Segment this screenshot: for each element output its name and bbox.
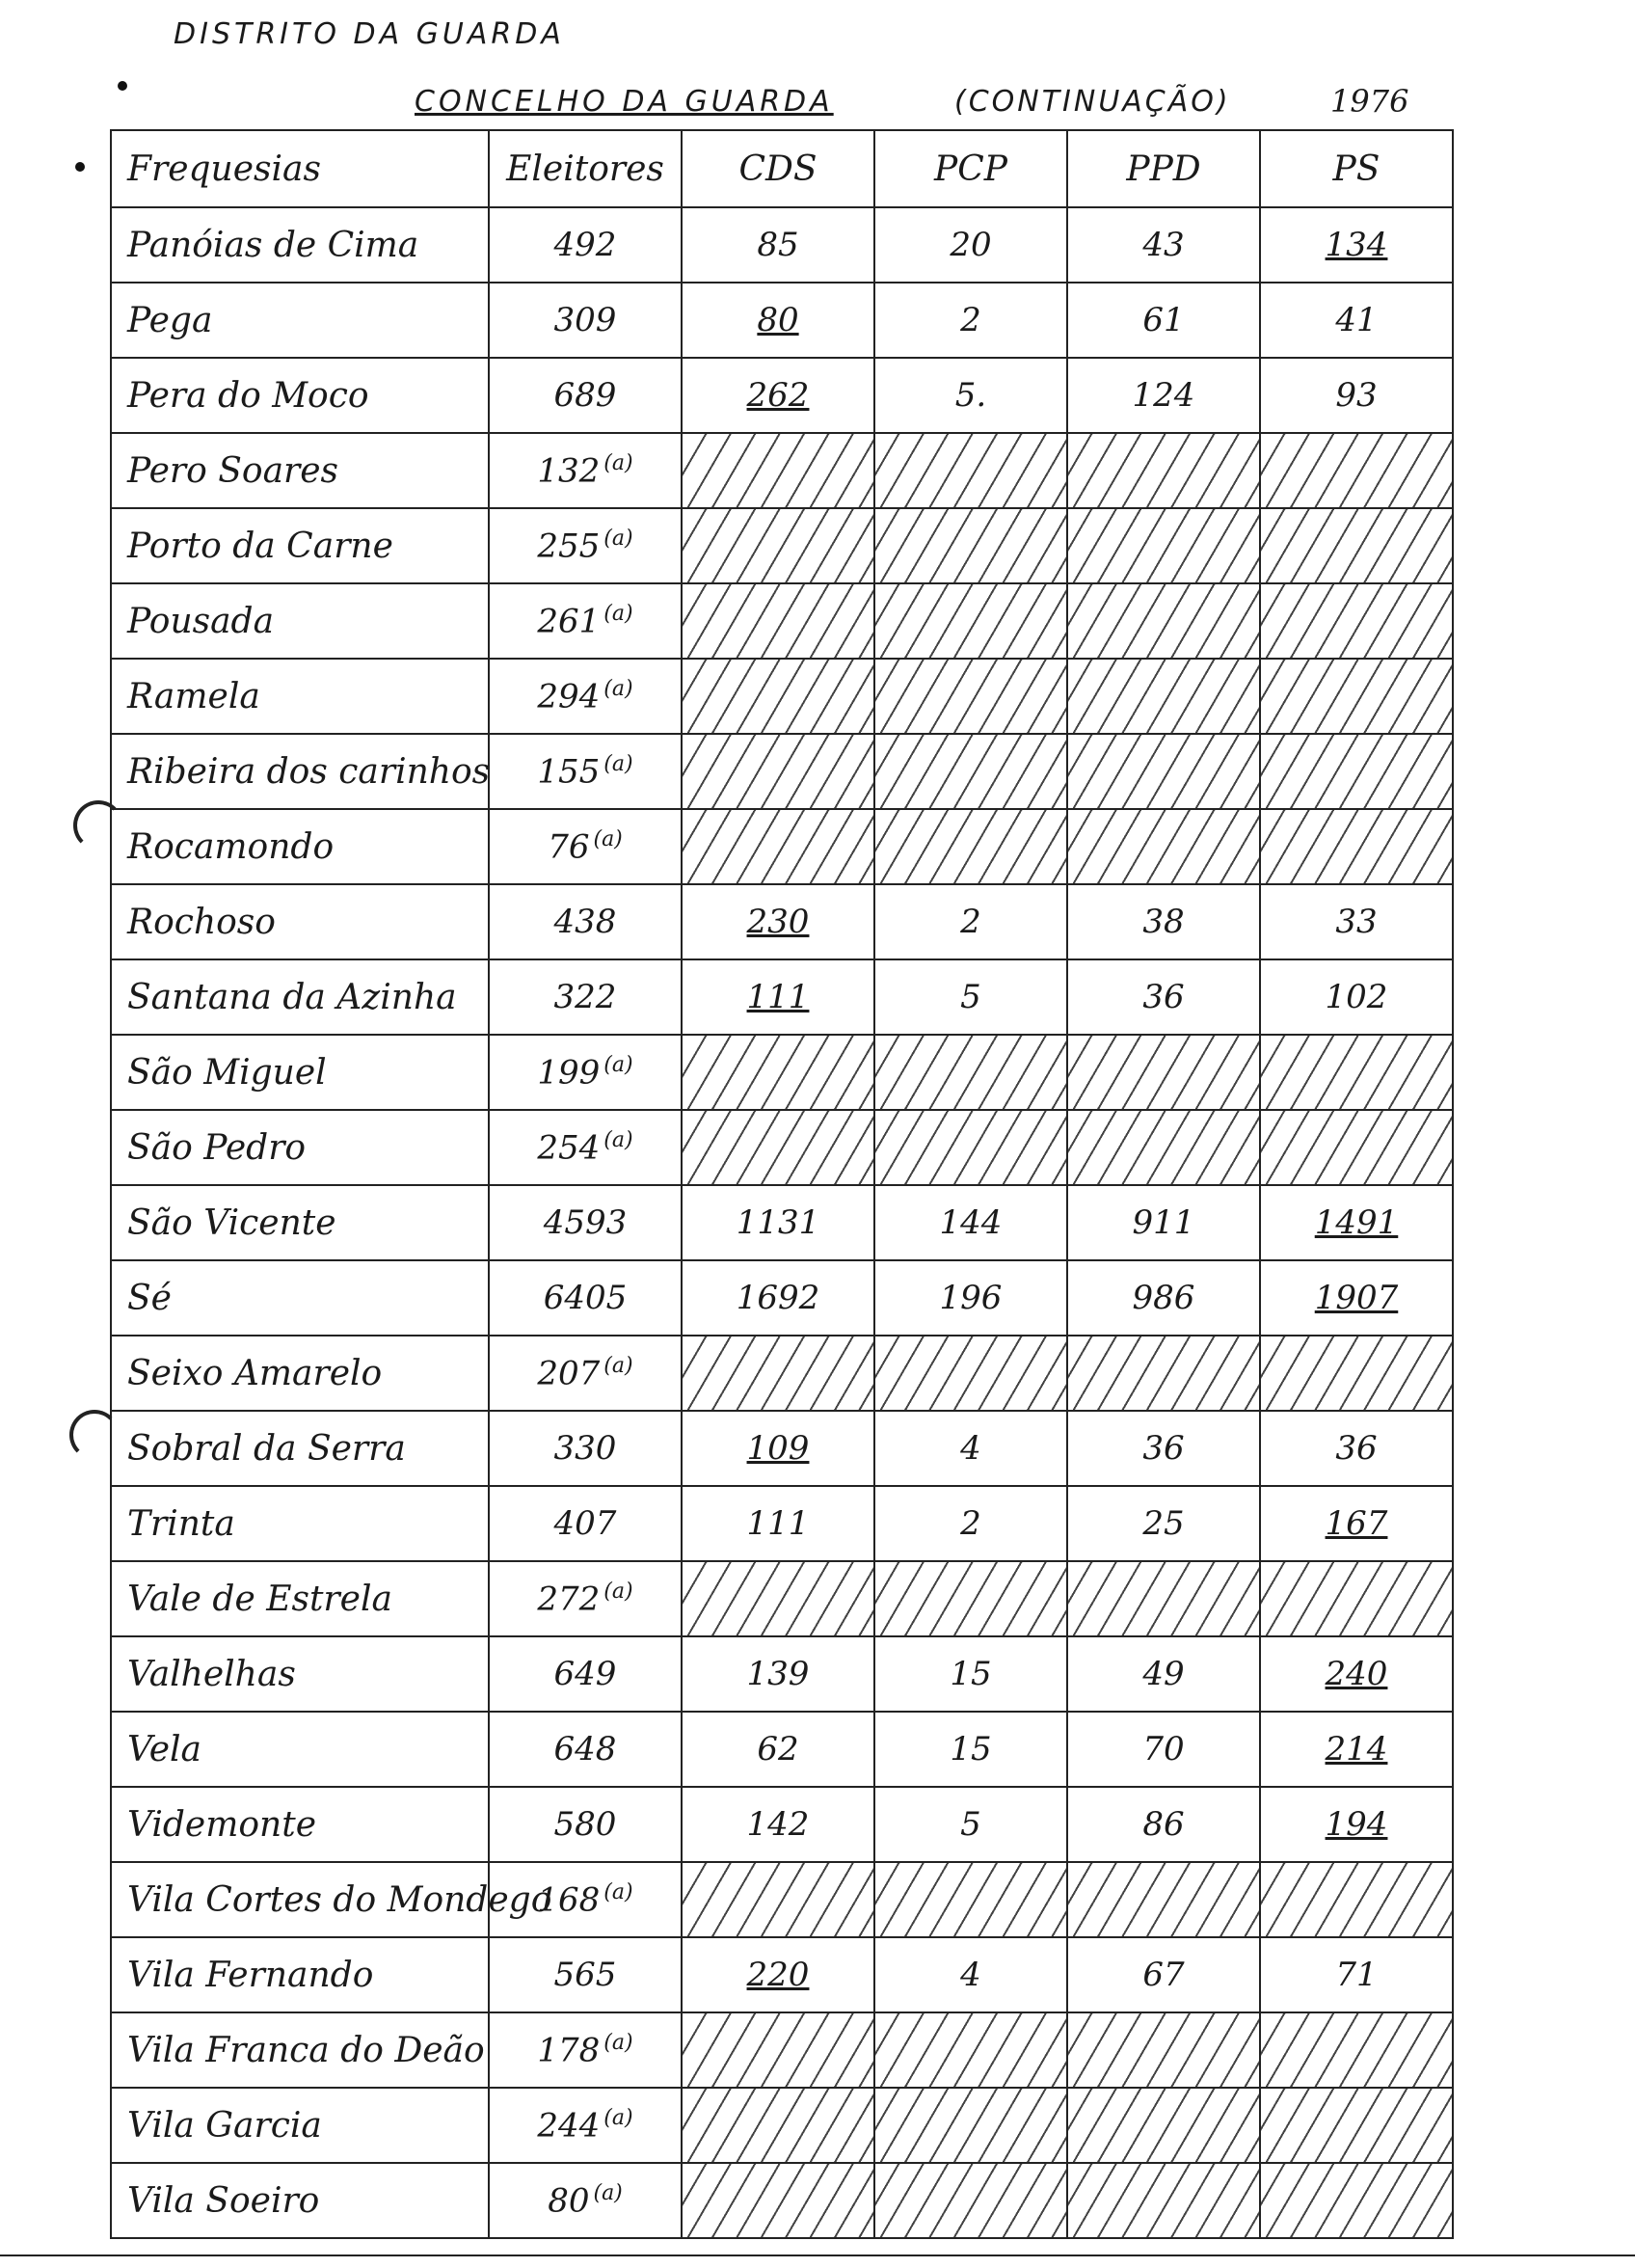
freguesia-name: Valhelhas <box>111 1636 489 1712</box>
footnote-marker: (a) <box>603 1353 633 1378</box>
pcp-votes-value: 144 <box>939 1203 1003 1242</box>
table-row <box>111 433 1453 508</box>
ps-votes-cell <box>1260 2163 1453 2238</box>
table-row <box>111 1260 1453 1336</box>
cds-votes-cell <box>682 1787 874 1862</box>
cds-votes-cell <box>682 283 874 358</box>
pcp-votes-value: 2 <box>960 1504 981 1543</box>
freguesia-name: Santana da Azinha <box>111 959 489 1035</box>
year-label: 1976 <box>1330 83 1409 120</box>
freguesia-name: Sé <box>111 1260 489 1336</box>
freguesia-name: São Pedro <box>111 1110 489 1185</box>
pcp-votes-value: 4 <box>960 1956 981 1994</box>
column-header-ps: PS <box>1260 130 1453 207</box>
eleitores-value: 648 <box>553 1730 617 1768</box>
ppd-votes-value: 38 <box>1142 903 1185 941</box>
eleitores-value: 580 <box>553 1805 617 1844</box>
table-row <box>111 1937 1453 2012</box>
pcp-votes-cell <box>874 583 1067 659</box>
eleitores-value: 207 <box>537 1354 601 1393</box>
eleitores-value: 649 <box>553 1655 617 1693</box>
freguesia-name: Vale de Estrela <box>111 1561 489 1636</box>
column-header-cds: CDS <box>682 130 874 207</box>
cds-votes-cell <box>682 433 874 508</box>
ppd-votes-value: 86 <box>1142 1805 1185 1844</box>
cds-votes-value: 220 <box>746 1956 810 1994</box>
election-results-table <box>110 129 1454 2239</box>
table-body <box>111 207 1453 2238</box>
ps-votes-value: 1491 <box>1314 1203 1399 1242</box>
eleitores-cell <box>489 1486 682 1561</box>
eleitores-value: 6405 <box>543 1279 628 1317</box>
freguesia-name: Rochoso <box>111 884 489 959</box>
ps-votes-cell <box>1260 734 1453 809</box>
eleitores-cell <box>489 1260 682 1336</box>
ps-votes-value: 93 <box>1335 376 1378 415</box>
pcp-votes-cell <box>874 1862 1067 1937</box>
eleitores-value: 492 <box>553 226 617 264</box>
ppd-votes-cell <box>1067 959 1260 1035</box>
cds-votes-cell <box>682 1336 874 1411</box>
cds-votes-cell <box>682 583 874 659</box>
footnote-marker: (a) <box>603 2105 633 2130</box>
pcp-votes-cell <box>874 809 1067 884</box>
column-header-freguesia: Frequesias <box>111 130 489 207</box>
footnote-marker: (a) <box>593 2180 623 2205</box>
ppd-votes-cell <box>1067 659 1260 734</box>
freguesia-name: Vila Soeiro <box>111 2163 489 2238</box>
ps-votes-value: 194 <box>1325 1805 1388 1844</box>
footnote-marker: (a) <box>603 2030 633 2055</box>
eleitores-cell <box>489 433 682 508</box>
cds-votes-cell <box>682 1486 874 1561</box>
ps-votes-cell <box>1260 283 1453 358</box>
ps-votes-value: 1907 <box>1314 1279 1399 1317</box>
eleitores-value: 255 <box>537 526 601 566</box>
cds-votes-cell <box>682 1260 874 1336</box>
pcp-votes-cell <box>874 2012 1067 2088</box>
footnote-marker: (a) <box>603 676 633 701</box>
ppd-votes-value: 61 <box>1142 301 1185 339</box>
freguesia-name: Pera do Moco <box>111 358 489 433</box>
ps-votes-cell <box>1260 207 1453 283</box>
table-row <box>111 1862 1453 1937</box>
pcp-votes-value: 5. <box>954 376 987 415</box>
ppd-votes-value: 43 <box>1142 226 1185 264</box>
cds-votes-value: 1692 <box>736 1279 820 1317</box>
pcp-votes-cell <box>874 1185 1067 1260</box>
footnote-marker: (a) <box>603 526 633 551</box>
ps-votes-cell <box>1260 583 1453 659</box>
eleitores-value: 438 <box>553 903 617 941</box>
eleitores-cell <box>489 2088 682 2163</box>
table-row <box>111 583 1453 659</box>
pcp-votes-cell <box>874 1411 1067 1486</box>
ppd-votes-cell <box>1067 2088 1260 2163</box>
district-title: DISTRITO DA GUARDA <box>174 17 565 51</box>
ppd-votes-cell <box>1067 1336 1260 1411</box>
eleitores-value: 309 <box>553 301 617 339</box>
ps-votes-cell <box>1260 358 1453 433</box>
cds-votes-value: 1131 <box>736 1203 820 1242</box>
pcp-votes-cell <box>874 283 1067 358</box>
eleitores-cell <box>489 1937 682 2012</box>
cds-votes-cell <box>682 358 874 433</box>
pcp-votes-cell <box>874 1636 1067 1712</box>
ppd-votes-value: 986 <box>1132 1279 1195 1317</box>
continuation-label: (CONTINUAÇÃO) <box>954 85 1231 119</box>
ps-votes-value: 214 <box>1325 1730 1388 1768</box>
eleitores-cell <box>489 207 682 283</box>
ppd-votes-value: 911 <box>1132 1203 1195 1242</box>
eleitores-cell <box>489 2163 682 2238</box>
pcp-votes-value: 15 <box>950 1655 992 1693</box>
freguesia-name: Pega <box>111 283 489 358</box>
ppd-votes-cell <box>1067 1110 1260 1185</box>
footnote-marker: (a) <box>603 450 633 475</box>
freguesia-name: Seixo Amarelo <box>111 1336 489 1411</box>
eleitores-cell <box>489 2012 682 2088</box>
table-header-row <box>111 130 1453 207</box>
cds-votes-value: 111 <box>746 1504 810 1543</box>
pcp-votes-cell <box>874 1035 1067 1110</box>
table-row <box>111 2088 1453 2163</box>
ppd-votes-cell <box>1067 583 1260 659</box>
margin-dot <box>75 162 85 172</box>
ps-votes-value: 134 <box>1325 226 1388 264</box>
pcp-votes-cell <box>874 1937 1067 2012</box>
pcp-votes-value: 4 <box>960 1429 981 1468</box>
cds-votes-cell <box>682 959 874 1035</box>
ppd-votes-cell <box>1067 508 1260 583</box>
table-row <box>111 283 1453 358</box>
ppd-votes-cell <box>1067 1787 1260 1862</box>
pcp-votes-cell <box>874 433 1067 508</box>
footnote-marker: (a) <box>603 1879 633 1904</box>
cds-votes-cell <box>682 1561 874 1636</box>
table-row <box>111 659 1453 734</box>
freguesia-name: Ribeira dos carinhos <box>111 734 489 809</box>
eleitores-value: 132 <box>537 451 601 491</box>
pcp-votes-cell <box>874 207 1067 283</box>
page-bottom-rule <box>0 2254 1635 2256</box>
freguesia-name: Vila Cortes do Mondego <box>111 1862 489 1937</box>
eleitores-value: 244 <box>537 2106 601 2146</box>
cds-votes-cell <box>682 1636 874 1712</box>
eleitores-cell <box>489 1636 682 1712</box>
eleitores-cell <box>489 959 682 1035</box>
eleitores-value: 199 <box>537 1053 601 1093</box>
freguesia-name: Vela <box>111 1712 489 1787</box>
pcp-votes-cell <box>874 1260 1067 1336</box>
cds-votes-value: 109 <box>746 1429 810 1468</box>
eleitores-value: 168 <box>537 1880 601 1920</box>
freguesia-name: Videmonte <box>111 1787 489 1862</box>
ps-votes-cell <box>1260 1712 1453 1787</box>
ppd-votes-cell <box>1067 1185 1260 1260</box>
freguesia-name: Vila Franca do Deão <box>111 2012 489 2088</box>
eleitores-cell <box>489 1035 682 1110</box>
freguesia-name: Sobral da Serra <box>111 1411 489 1486</box>
pcp-votes-value: 5 <box>960 978 981 1016</box>
ppd-votes-cell <box>1067 1862 1260 1937</box>
cds-votes-cell <box>682 734 874 809</box>
ps-votes-cell <box>1260 1035 1453 1110</box>
ps-votes-cell <box>1260 959 1453 1035</box>
ps-votes-cell <box>1260 1336 1453 1411</box>
eleitores-value: 4593 <box>543 1203 628 1242</box>
ppd-votes-cell <box>1067 1937 1260 2012</box>
table-row <box>111 1636 1453 1712</box>
table-row <box>111 1486 1453 1561</box>
cds-votes-cell <box>682 2012 874 2088</box>
ps-votes-value: 41 <box>1335 301 1378 339</box>
footnote-marker: (a) <box>603 1579 633 1604</box>
eleitores-value: 565 <box>553 1956 617 1994</box>
table-row <box>111 207 1453 283</box>
pcp-votes-cell <box>874 508 1067 583</box>
table-row <box>111 1561 1453 1636</box>
eleitores-cell <box>489 283 682 358</box>
ps-votes-cell <box>1260 884 1453 959</box>
ps-votes-value: 167 <box>1325 1504 1388 1543</box>
margin-dot <box>118 81 127 91</box>
ppd-votes-cell <box>1067 433 1260 508</box>
concelho-title: CONCELHO DA GUARDA <box>415 85 834 119</box>
pcp-votes-value: 196 <box>939 1279 1003 1317</box>
pcp-votes-cell <box>874 1486 1067 1561</box>
table-row <box>111 2163 1453 2238</box>
ppd-votes-cell <box>1067 1561 1260 1636</box>
cds-votes-value: 142 <box>746 1805 810 1844</box>
ps-votes-cell <box>1260 2088 1453 2163</box>
ppd-votes-value: 70 <box>1142 1730 1185 1768</box>
table-row <box>111 1110 1453 1185</box>
eleitores-cell <box>489 358 682 433</box>
table-row <box>111 1787 1453 1862</box>
ps-votes-cell <box>1260 1561 1453 1636</box>
pcp-votes-cell <box>874 1561 1067 1636</box>
table-row <box>111 2012 1453 2088</box>
eleitores-cell <box>489 734 682 809</box>
freguesia-name: Vila Fernando <box>111 1937 489 2012</box>
ps-votes-cell <box>1260 1110 1453 1185</box>
eleitores-cell <box>489 1561 682 1636</box>
ppd-votes-value: 124 <box>1132 376 1195 415</box>
eleitores-value: 80 <box>548 2181 590 2221</box>
pcp-votes-value: 2 <box>960 903 981 941</box>
eleitores-cell <box>489 1336 682 1411</box>
ppd-votes-cell <box>1067 1260 1260 1336</box>
pcp-votes-cell <box>874 2088 1067 2163</box>
ppd-votes-cell <box>1067 809 1260 884</box>
eleitores-cell <box>489 809 682 884</box>
ppd-votes-value: 67 <box>1142 1956 1185 1994</box>
cds-votes-value: 262 <box>746 376 810 415</box>
cds-votes-value: 111 <box>746 978 810 1016</box>
pcp-votes-cell <box>874 884 1067 959</box>
eleitores-cell <box>489 1411 682 1486</box>
pcp-votes-cell <box>874 2163 1067 2238</box>
eleitores-cell <box>489 884 682 959</box>
footnote-marker: (a) <box>603 751 633 776</box>
ppd-votes-cell <box>1067 1411 1260 1486</box>
pcp-votes-value: 20 <box>950 226 992 264</box>
cds-votes-cell <box>682 884 874 959</box>
cds-votes-cell <box>682 1185 874 1260</box>
ppd-votes-cell <box>1067 1486 1260 1561</box>
ps-votes-cell <box>1260 1862 1453 1937</box>
ppd-votes-cell <box>1067 1636 1260 1712</box>
eleitores-value: 294 <box>537 677 601 716</box>
eleitores-value: 254 <box>537 1128 601 1168</box>
ppd-votes-value: 25 <box>1142 1504 1185 1543</box>
eleitores-cell <box>489 1787 682 1862</box>
ppd-votes-value: 36 <box>1142 978 1185 1016</box>
freguesia-name: Trinta <box>111 1486 489 1561</box>
ps-votes-cell <box>1260 1411 1453 1486</box>
footnote-marker: (a) <box>603 1052 633 1077</box>
table-row <box>111 734 1453 809</box>
ppd-votes-cell <box>1067 2012 1260 2088</box>
cds-votes-cell <box>682 1862 874 1937</box>
column-header-pcp: PCP <box>874 130 1067 207</box>
eleitores-value: 76 <box>548 827 590 867</box>
eleitores-cell <box>489 508 682 583</box>
freguesia-name: Ramela <box>111 659 489 734</box>
table-row <box>111 1336 1453 1411</box>
freguesia-name: Porto da Carne <box>111 508 489 583</box>
pcp-votes-cell <box>874 358 1067 433</box>
pcp-votes-cell <box>874 734 1067 809</box>
ppd-votes-cell <box>1067 207 1260 283</box>
ps-votes-value: 36 <box>1335 1429 1378 1468</box>
cds-votes-cell <box>682 1712 874 1787</box>
ppd-votes-cell <box>1067 884 1260 959</box>
pcp-votes-cell <box>874 1712 1067 1787</box>
eleitores-cell <box>489 1110 682 1185</box>
table-row <box>111 1712 1453 1787</box>
cds-votes-value: 62 <box>757 1730 799 1768</box>
table-row <box>111 884 1453 959</box>
ps-votes-cell <box>1260 1185 1453 1260</box>
freguesia-name: Panóias de Cima <box>111 207 489 283</box>
column-header-ppd: PPD <box>1067 130 1260 207</box>
eleitores-cell <box>489 583 682 659</box>
ps-votes-cell <box>1260 2012 1453 2088</box>
pcp-votes-value: 2 <box>960 301 981 339</box>
pcp-votes-cell <box>874 1336 1067 1411</box>
cds-votes-cell <box>682 2088 874 2163</box>
cds-votes-value: 139 <box>746 1655 810 1693</box>
pcp-votes-cell <box>874 959 1067 1035</box>
cds-votes-value: 85 <box>757 226 799 264</box>
eleitores-value: 322 <box>553 978 617 1016</box>
eleitores-value: 330 <box>553 1429 617 1468</box>
eleitores-value: 689 <box>553 376 617 415</box>
table-row <box>111 508 1453 583</box>
pcp-votes-value: 15 <box>950 1730 992 1768</box>
eleitores-value: 407 <box>553 1504 617 1543</box>
ppd-votes-value: 49 <box>1142 1655 1185 1693</box>
freguesia-name: Rocamondo <box>111 809 489 884</box>
table-row <box>111 358 1453 433</box>
ps-votes-value: 71 <box>1335 1956 1378 1994</box>
cds-votes-cell <box>682 2163 874 2238</box>
cds-votes-cell <box>682 1937 874 2012</box>
column-header-eleitores: Eleitores <box>489 130 682 207</box>
freguesia-name: Vila Garcia <box>111 2088 489 2163</box>
eleitores-cell <box>489 1185 682 1260</box>
ps-votes-cell <box>1260 1937 1453 2012</box>
cds-votes-cell <box>682 809 874 884</box>
ppd-votes-cell <box>1067 734 1260 809</box>
ps-votes-cell <box>1260 659 1453 734</box>
ppd-votes-cell <box>1067 2163 1260 2238</box>
eleitores-cell <box>489 659 682 734</box>
table-row <box>111 809 1453 884</box>
freguesia-name: São Miguel <box>111 1035 489 1110</box>
pcp-votes-value: 5 <box>960 1805 981 1844</box>
ps-votes-value: 33 <box>1335 903 1378 941</box>
ps-votes-cell <box>1260 508 1453 583</box>
ps-votes-cell <box>1260 1636 1453 1712</box>
cds-votes-cell <box>682 1035 874 1110</box>
cds-votes-cell <box>682 508 874 583</box>
ps-votes-value: 240 <box>1325 1655 1388 1693</box>
eleitores-value: 155 <box>537 752 601 792</box>
freguesia-name: Pousada <box>111 583 489 659</box>
ppd-votes-cell <box>1067 1712 1260 1787</box>
ppd-votes-cell <box>1067 358 1260 433</box>
cds-votes-value: 80 <box>757 301 799 339</box>
eleitores-value: 272 <box>537 1580 601 1619</box>
pcp-votes-cell <box>874 1787 1067 1862</box>
ppd-votes-cell <box>1067 283 1260 358</box>
eleitores-value: 261 <box>537 602 601 641</box>
cds-votes-cell <box>682 1110 874 1185</box>
ppd-votes-value: 36 <box>1142 1429 1185 1468</box>
ps-votes-cell <box>1260 1486 1453 1561</box>
ps-votes-cell <box>1260 1260 1453 1336</box>
ps-votes-value: 102 <box>1325 978 1388 1016</box>
table-row <box>111 1035 1453 1110</box>
table-row <box>111 1185 1453 1260</box>
ppd-votes-cell <box>1067 1035 1260 1110</box>
table-row <box>111 1411 1453 1486</box>
cds-votes-cell <box>682 1411 874 1486</box>
pcp-votes-cell <box>874 1110 1067 1185</box>
cds-votes-cell <box>682 659 874 734</box>
cds-votes-value: 230 <box>746 903 810 941</box>
eleitores-value: 178 <box>537 2031 601 2070</box>
footnote-marker: (a) <box>603 1127 633 1152</box>
freguesia-name: São Vicente <box>111 1185 489 1260</box>
footnote-marker: (a) <box>603 601 633 626</box>
ps-votes-cell <box>1260 1787 1453 1862</box>
pcp-votes-cell <box>874 659 1067 734</box>
footnote-marker: (a) <box>593 826 623 851</box>
cds-votes-cell <box>682 207 874 283</box>
table-row <box>111 959 1453 1035</box>
ps-votes-cell <box>1260 433 1453 508</box>
freguesia-name: Pero Soares <box>111 433 489 508</box>
eleitores-cell <box>489 1712 682 1787</box>
ps-votes-cell <box>1260 809 1453 884</box>
